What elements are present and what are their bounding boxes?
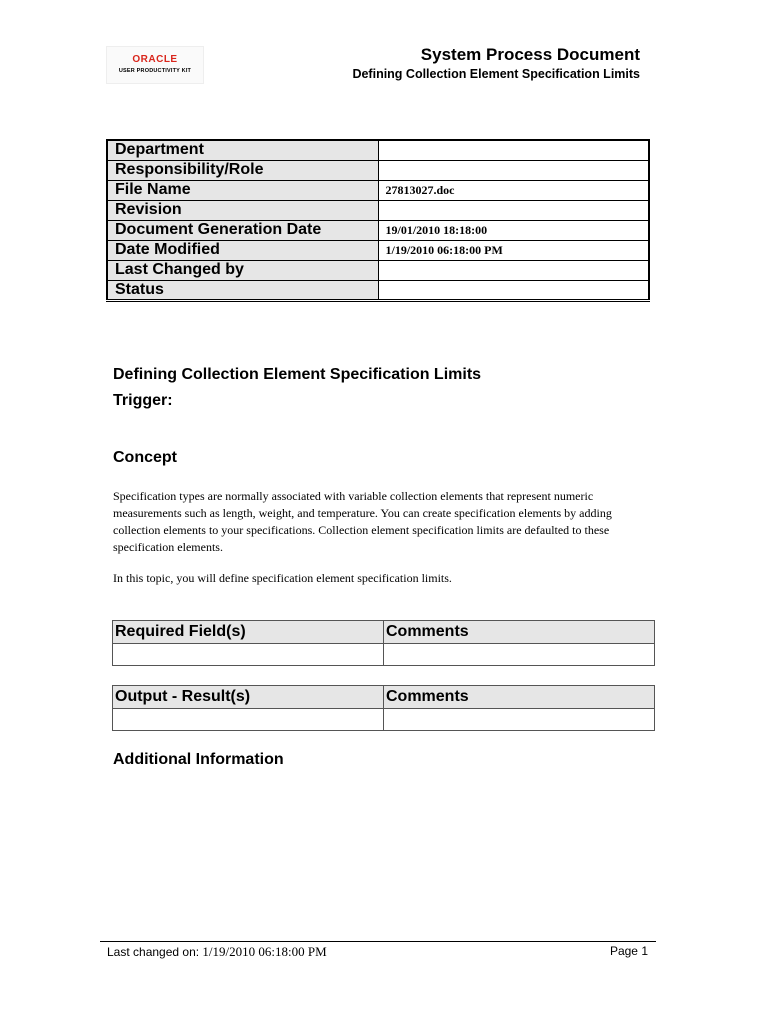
info-row-date-modified: [107, 240, 649, 260]
info-row-generation-date: [107, 220, 649, 240]
column-header: Comments: [384, 686, 655, 709]
table-row: [113, 709, 655, 731]
table-row: [113, 644, 655, 666]
footer-page-number: Page 1: [609, 944, 648, 958]
output-results-table: [112, 685, 655, 731]
info-value: 27813027.doc: [378, 180, 649, 200]
info-label: Document Generation Date: [107, 220, 378, 240]
info-value: [378, 280, 649, 300]
document-info-table: [106, 139, 650, 302]
footer-last-changed-date: 1/19/2010 06:18:00 PM: [202, 944, 327, 959]
table-header-row: [113, 686, 655, 709]
info-row-revision: [107, 200, 649, 220]
table-cell: [113, 709, 384, 731]
info-row-department: [107, 140, 649, 160]
info-value: [378, 200, 649, 220]
logo-brand: ORACLE: [132, 54, 178, 65]
logo-product: USER PRODUCTIVITY KIT: [118, 68, 192, 74]
column-header: Comments: [384, 621, 655, 644]
info-value: 19/01/2010 18:18:00: [378, 220, 649, 240]
info-value: [378, 160, 649, 180]
info-label: Responsibility/Role: [107, 160, 378, 180]
required-fields-table: [112, 620, 655, 666]
info-row-status: [107, 280, 649, 300]
info-row-file-name: [107, 180, 649, 200]
document-title: System Process Document: [420, 45, 640, 64]
table-cell: [384, 709, 655, 731]
footer-divider: [100, 941, 656, 942]
info-label: File Name: [107, 180, 378, 200]
document-subtitle: Defining Collection Element Specification Limits: [352, 67, 640, 81]
info-label: Department: [107, 140, 378, 160]
topic-paragraph: In this topic, you will define specification element specification limits.: [113, 571, 452, 585]
info-label: Revision: [107, 200, 378, 220]
table-header-row: [113, 621, 655, 644]
trigger-label: Trigger:: [113, 392, 173, 409]
info-row-last-changed-by: [107, 260, 649, 280]
concept-paragraph: Specification types are normally associated with variable collection elements that represent numeric measurements such as length, weight, and temperature. You can create specification elements by adding collection elements to your specifications. Collection element specification limits are defaulted to these specification elements.: [113, 489, 612, 554]
info-label: Last Changed by: [107, 260, 378, 280]
oracle-upk-logo: [106, 46, 204, 84]
info-label: Status: [107, 280, 378, 300]
info-label: Date Modified: [107, 240, 378, 260]
info-value: [378, 140, 649, 160]
section-heading: Defining Collection Element Specification Limits: [113, 366, 482, 383]
info-value: 1/19/2010 06:18:00 PM: [378, 240, 649, 260]
info-value: [378, 260, 649, 280]
footer-last-changed-label: Last changed on:: [107, 945, 200, 959]
concept-heading: Concept: [113, 449, 177, 466]
column-header: Required Field(s): [113, 621, 384, 644]
info-row-responsibility: [107, 160, 649, 180]
column-header: Output - Result(s): [113, 686, 384, 709]
additional-info-heading: Additional Information: [113, 751, 284, 768]
table-cell: [384, 644, 655, 666]
footer-last-changed: [107, 944, 327, 960]
table-cell: [113, 644, 384, 666]
